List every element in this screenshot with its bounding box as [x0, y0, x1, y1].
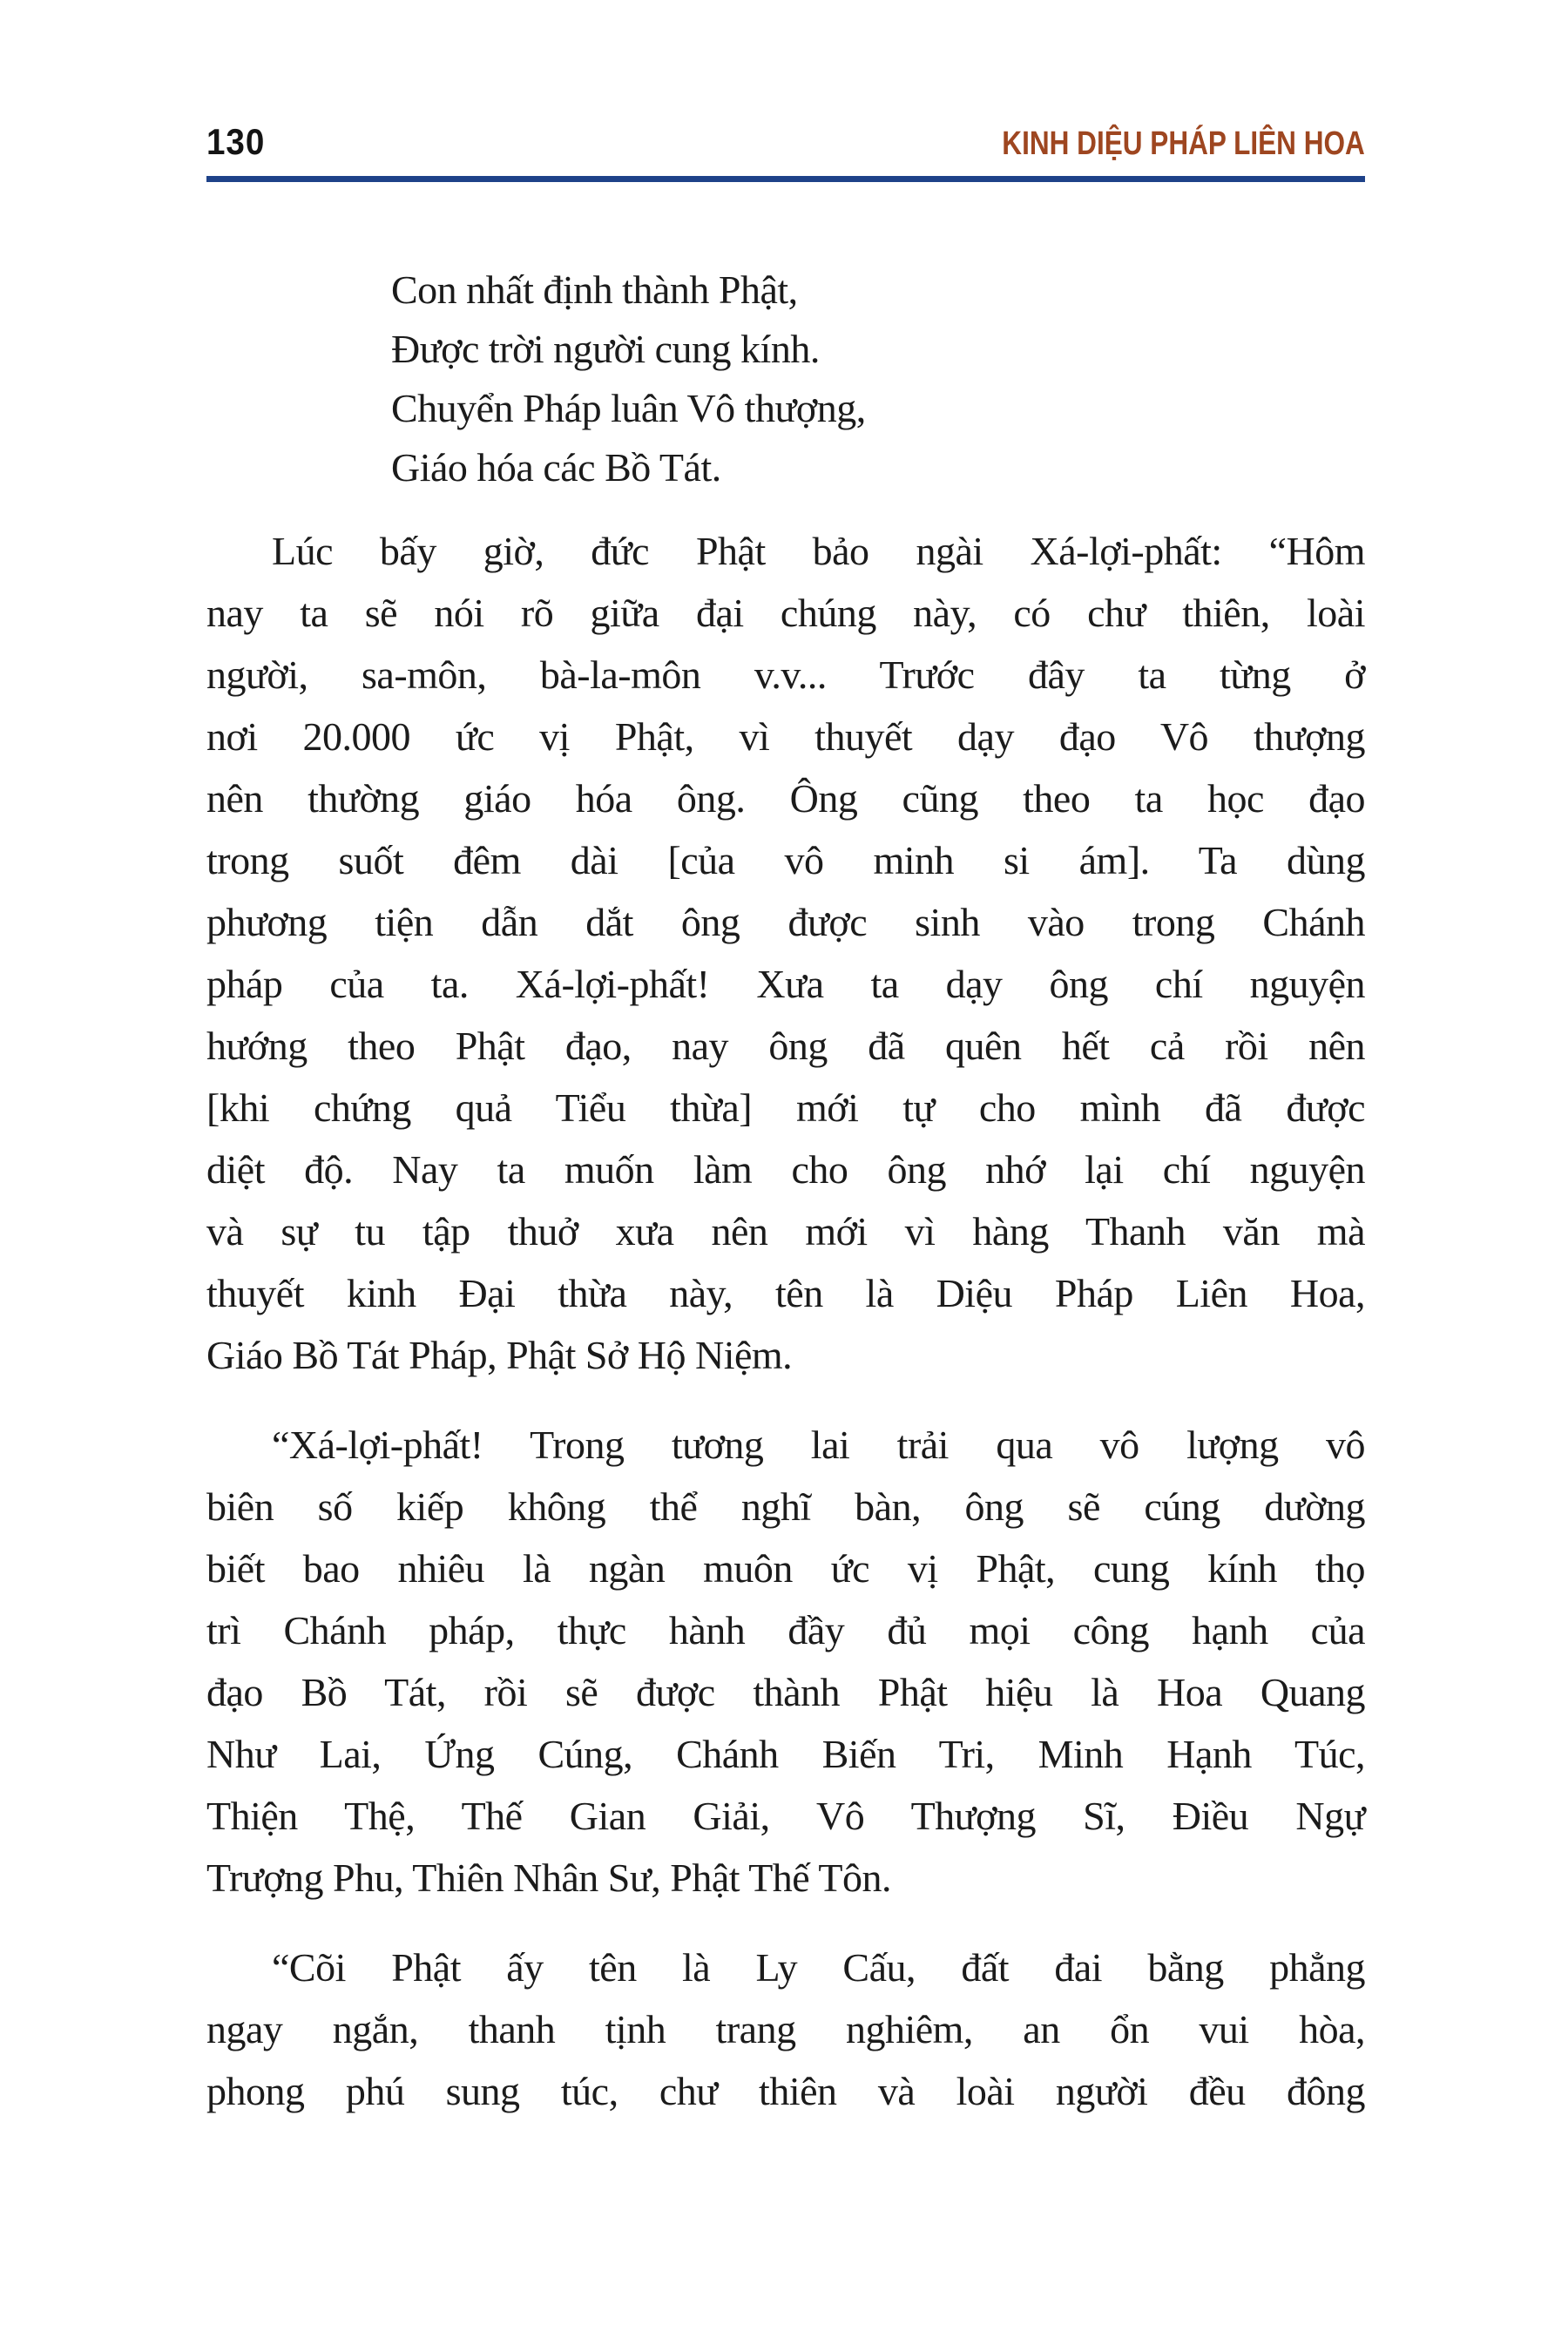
text-line: nên thường giáo hóa ông. Ông cũng theo ta học đạo — [206, 776, 1365, 821]
text-line: trong suốt đêm dài [của vô minh si ám]. Ta dùng — [206, 838, 1365, 882]
text-line: biên số kiếp không thể nghĩ bàn, ông sẽ cúng dường — [206, 1484, 1365, 1529]
text-line: thuyết kinh Đại thừa này, tên là Diệu Pháp Liên Hoa, — [206, 1271, 1365, 1315]
text-line: Thiện Thệ, Thế Gian Giải, Vô Thượng Sĩ, Điều Ngự — [206, 1794, 1365, 1838]
text-line: hướng theo Phật đạo, nay ông đã quên hết cả rồi nên — [206, 1024, 1365, 1068]
page-body — [206, 260, 1365, 2122]
text-line: Giáo hóa các Bồ Tát. — [391, 445, 721, 490]
verse-block — [391, 260, 1365, 497]
text-line: diệt độ. Nay ta muốn làm cho ông nhớ lại chí nguyện — [206, 1147, 1365, 1192]
text-line: người, sa-môn, bà-la-môn v.v... Trước đây ta từng ở — [206, 652, 1365, 697]
text-line: trì Chánh pháp, thực hành đầy đủ mọi công hạnh của — [206, 1608, 1365, 1652]
text-line: phong phú sung túc, chư thiên và loài người đều đông — [206, 2069, 1365, 2113]
paragraph — [206, 1936, 1365, 2122]
page-header — [206, 121, 1365, 162]
text-line: ngay ngắn, thanh tịnh trang nghiêm, an ổn vui hòa, — [206, 2007, 1365, 2051]
page-number: 130 — [206, 121, 266, 162]
paragraph — [206, 520, 1365, 1386]
text-line: Chuyển Pháp luân Vô thượng, — [391, 386, 866, 430]
text-line: phương tiện dẫn dắt ông được sinh vào trong Chánh — [206, 900, 1365, 944]
paragraph — [206, 1414, 1365, 1909]
text-line: Trượng Phu, Thiên Nhân Sư, Phật Thế Tôn. — [206, 1855, 891, 1900]
text-line: pháp của ta. Xá-lợi-phất! Xưa ta dạy ông chí nguyện — [206, 962, 1365, 1006]
text-line: đạo Bồ Tát, rồi sẽ được thành Phật hiệu là Hoa Quang — [206, 1670, 1365, 1714]
text-line: “Cõi Phật ấy tên là Ly Cấu, đất đai bằng phẳng — [272, 1945, 1365, 1990]
text-line: và sự tu tập thuở xưa nên mới vì hàng Thanh văn mà — [206, 1209, 1365, 1254]
text-line: Như Lai, Ứng Cúng, Chánh Biến Tri, Minh Hạnh Túc, — [206, 1732, 1365, 1776]
text-line: Lúc bấy giờ, đức Phật bảo ngài Xá-lợi-phất: “Hôm — [272, 529, 1365, 573]
text-line: Được trời người cung kính. — [391, 327, 820, 371]
header-rule-divider — [206, 176, 1365, 182]
text-line: nơi 20.000 ức vị Phật, vì thuyết dạy đạo Vô thượng — [206, 714, 1365, 759]
text-line: “Xá-lợi-phất! Trong tương lai trải qua vô lượng vô — [272, 1423, 1365, 1467]
text-line: nay ta sẽ nói rõ giữa đại chúng này, có chư thiên, loài — [206, 591, 1365, 635]
text-line: biết bao nhiêu là ngàn muôn ức vị Phật, cung kính thọ — [206, 1546, 1365, 1591]
text-line: Giáo Bồ Tát Pháp, Phật Sở Hộ Niệm. — [206, 1333, 793, 1377]
running-title: KINH DIỆU PHÁP LIÊN HOA — [1002, 125, 1365, 162]
text-line: [khi chứng quả Tiểu thừa] mới tự cho mình đã được — [206, 1085, 1365, 1130]
text-line: Con nhất định thành Phật, — [391, 267, 798, 312]
